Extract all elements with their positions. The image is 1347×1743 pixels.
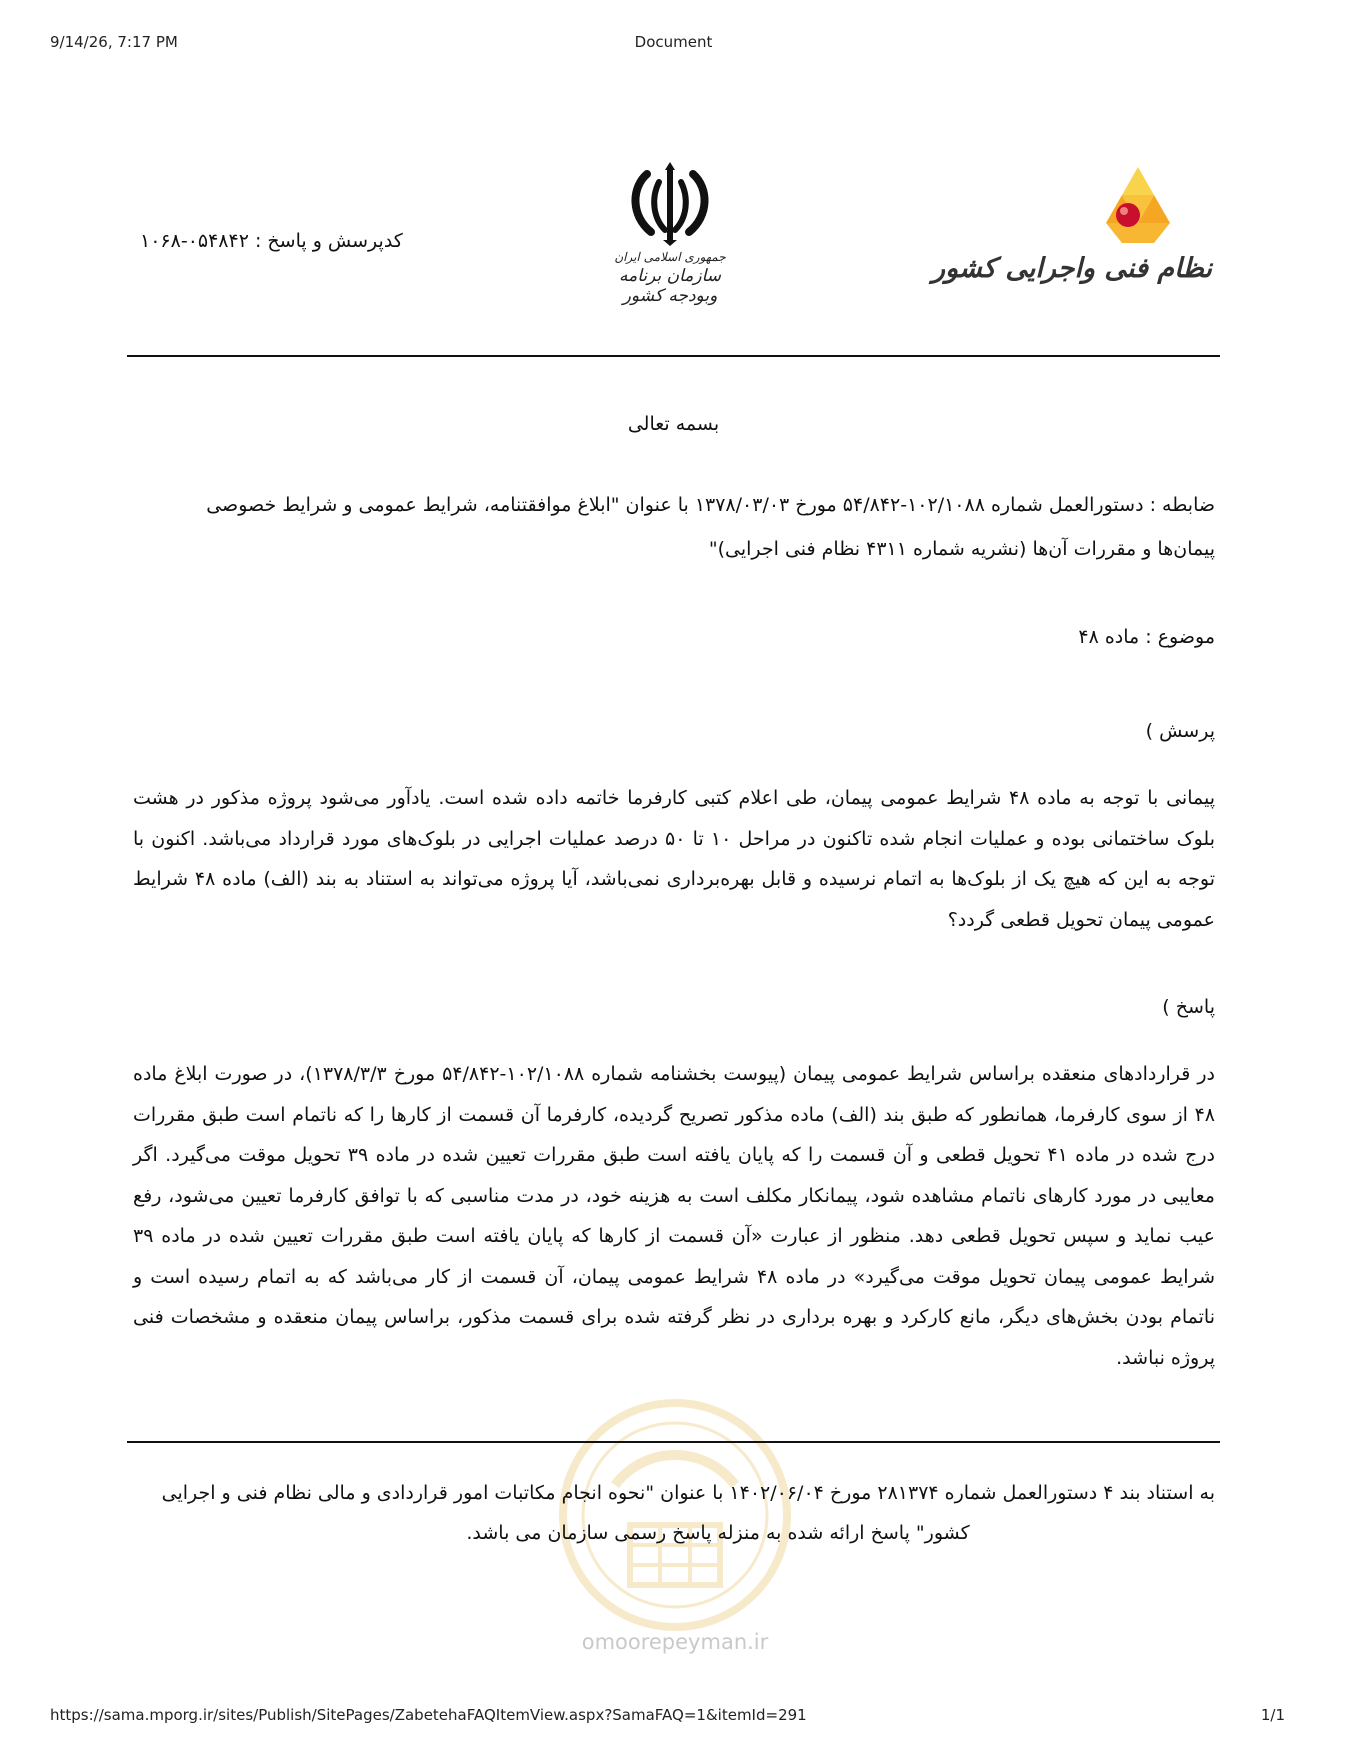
bismillah: بسمه تعالی <box>627 413 720 435</box>
question-heading: پرسش ) <box>1145 720 1215 742</box>
print-date: 9/14/26, 7:17 PM <box>50 33 178 51</box>
zabete-block <box>125 483 1215 571</box>
print-header <box>0 33 1347 57</box>
footnote-line-1: به استناد بند ۴ دستورالعمل شماره ۲۸۱۳۷۴ مورخ ۱۴۰۲/۰۶/۰۴ با عنوان "نحوه انجام مکاتبات امور قراردادی و مالی نظام فنی و اجرایی <box>161 1482 1215 1504</box>
nezam-fanni-logo <box>932 165 1218 300</box>
answer-heading: پاسخ ) <box>1162 996 1215 1018</box>
question-code: کدپرسش و پاسخ : ۰۵۴۸۴۲-۱۰۶۸ <box>140 230 403 252</box>
iran-emblem-icon <box>625 160 715 248</box>
footnote-line-2: کشور" پاسخ ارائه شده به منزله پاسخ رسمی سازمان می باشد. <box>466 1522 970 1544</box>
question-body: پیمانی با توجه به ماده ۴۸ شرایط عمومی پیمان، طی اعلام کتبی کارفرما خاتمه داده شده است. یادآور می‌شود پروژه مذکور در هشت بلوک ساختمانی بوده و عملیات انجام شده تاکنون در مراحل ۱۰ تا ۵۰ درصد عملیات اجرایی در بلوک‌های مورد قرارداد می‌باشد. اکنون با توجه به این که هیچ یک از بلوک‌ها به اتمام نرسیده و قابل بهره‌برداری نمی‌باشد، آیا پروژه می‌تواند به استناد به بند (الف) ماده ۴۸ شرایط عمومی پیمان تحویل قطعی گردد؟ <box>133 787 1216 931</box>
watermark-text: omoorepeyman.ir <box>581 1630 769 1654</box>
emblem-line-2: سازمان برنامه وبودجه کشور <box>618 266 722 306</box>
logo-caption: نظام فنی واجرایی کشور <box>932 253 1212 284</box>
zabete-line-1: ضابطه : دستورالعمل شماره ۱۰۲/۱۰۸۸-۵۴/۸۴۲ مورخ ۱۳۷۸/۰۳/۰۳ با عنوان "ابلاغ موافقتنامه، شرایط عمومی و شرایط خصوصی <box>206 494 1215 516</box>
print-url: https://sama.mporg.ir/sites/Publish/SitePages/ZabetehaFAQItemView.aspx?SamaFAQ=1&itemId=291 <box>50 1706 807 1724</box>
government-emblem <box>600 160 740 310</box>
header-divider <box>127 355 1220 357</box>
subject: موضوع : ماده ۴۸ <box>1078 626 1215 648</box>
answer-body: در قراردادهای منعقده براساس شرایط عمومی پیمان (پیوست بخشنامه شماره ۱۰۲/۱۰۸۸-۵۴/۸۴۲ مورخ ۱۳۷۸/۳/۳)، در صورت ابلاغ ماده ۴۸ از سوی کارفرما، همانطور که طبق بند (الف) ماده مذکور تصریح گردیده، کارفرما آن قسمت از کارها را که ناتمام است طبق مقررات درج شده در ماده ۴۱ تحویل قطعی و آن قسمت را که پایان یافته است طبق مقررات تعیین شده در ماده ۳۹ تحویل موقت می‌گیرد. اگر معایبی در مورد کارهای ناتمام مشاهده شود، پیمانکار مکلف است به هزینه خود، در مدت مناسبی که با توافق کارفرما تعیین می‌شود، رفع عیب نماید و سپس تحویل قطعی دهد. منظور از عبارت «آن قسمت از کارها که پایان یافته است طبق مقررات تعیین شده در ماده ۳۹ شرایط عمومی پیمان تحویل موقت می‌گیرد» در ماده ۴۸ شرایط عمومی پیمان، آن قسمت از کار می‌باشد که به اتمام رسیده است و ناتمام بودن بخش‌های دیگر، مانع کارکرد و بهره برداری در نظر گرفته شده برای قسمت مذکور، براساس پیمان منعقده و مشخصات فنی پروژه نباشد. <box>133 1063 1215 1369</box>
cubes-logo-icon <box>1098 165 1178 245</box>
print-document-title: Document <box>634 33 713 51</box>
footnote-divider <box>127 1441 1220 1443</box>
emblem-line-1: جمهوری اسلامی ایران <box>614 250 726 264</box>
footnote-block <box>125 1473 1215 1553</box>
zabete-line-2: پیمان‌ها و مقررات آن‌ها (نشریه شماره ۴۳۱۱ نظام فنی اجرایی)" <box>708 538 1215 560</box>
print-page-number: 1/1 <box>1260 1706 1285 1724</box>
